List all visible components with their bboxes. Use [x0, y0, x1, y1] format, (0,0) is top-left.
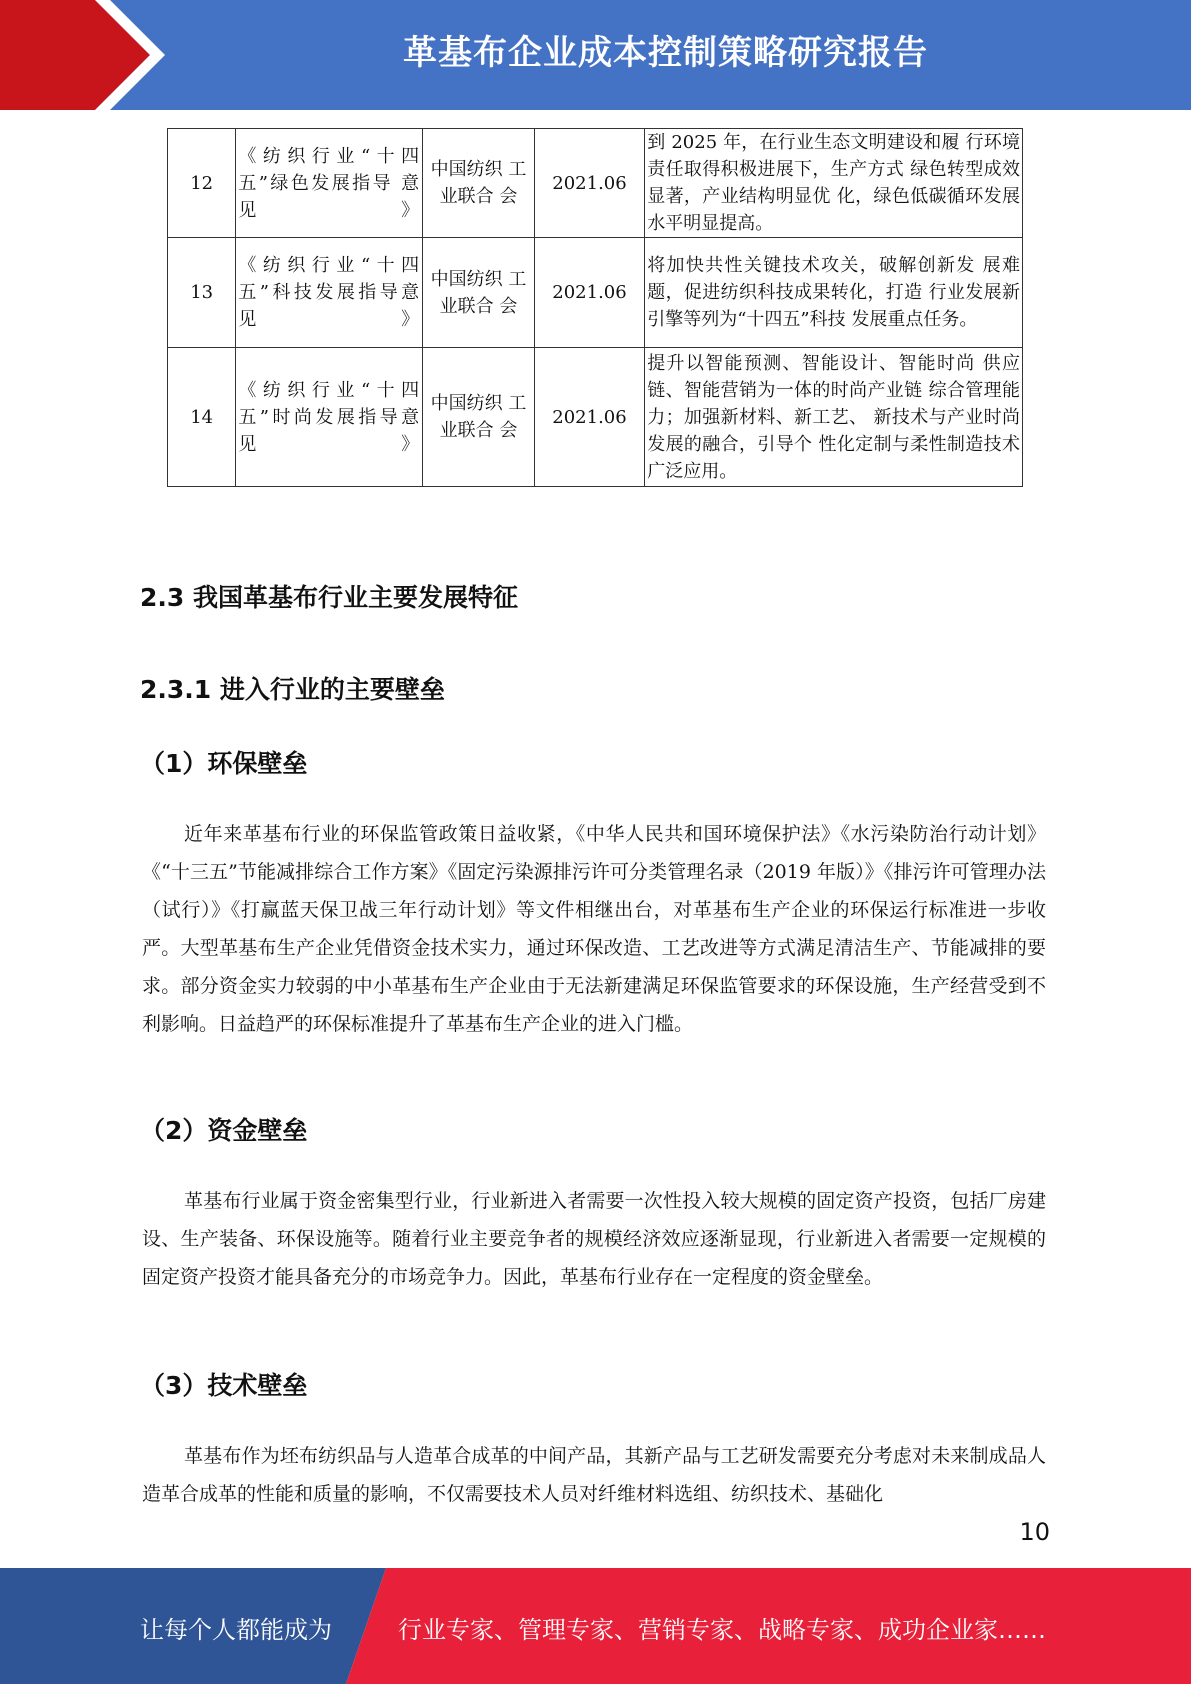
policy-issuer: 中国纺织 工业联合 会 [423, 238, 535, 348]
policy-issuer: 中国纺织 工业联合 会 [423, 348, 535, 487]
capital-barrier-heading: （2）资金壁垒 [140, 1116, 308, 1145]
env-barrier-heading: （1）环保壁垒 [140, 749, 308, 778]
section-heading: 2.3 我国革基布行业主要发展特征 [140, 583, 518, 612]
row-number: 12 [168, 129, 236, 238]
capital-barrier-text: 革基布行业属于资金密集型行业，行业新进入者需要一次性投入较大规模的固定资产投资，包括厂房建设、生产装备、环保设施等。随着行业主要竞争者的规模经济效应逐渐显现，行业新进入者需要一定规模的固定资产投资才能具备充分的市场竞争力。因此，革基布行业存在一定程度的资金壁垒。 [142, 1190, 1046, 1288]
table-row [168, 238, 1023, 348]
table-row [168, 129, 1023, 238]
policy-date: 2021.06 [534, 238, 644, 348]
policy-issuer: 中国纺织 工业联合 会 [423, 129, 535, 238]
policy-name: 《纺织行业“十四五”科技发展指导意见》 [236, 238, 423, 348]
policy-content: 提升以智能预测、智能设计、智能时尚 供应链、智能营销为一体的时尚产业链 综合管理能力；加强新材料、新工艺、 新技术与产业时尚发展的融合，引导个 性化定制与柔性制造技术广泛应用。 [645, 348, 1023, 487]
policy-table [167, 128, 1023, 487]
document-title: 革基布企业成本控制策略研究报告 [403, 33, 928, 73]
policy-name: 《纺织行业“十四五”时尚发展指导意见》 [236, 348, 423, 487]
subsection-heading: 2.3.1 进入行业的主要壁垒 [140, 675, 445, 704]
tech-barrier-text: 革基布作为坯布纺织品与人造革合成革的中间产品，其新产品与工艺研发需要充分考虑对未来制成品人造革合成革的性能和质量的影响，不仅需要技术人员对纤维材料选组、纺织技术、基础化 [142, 1445, 1046, 1505]
header-banner [0, 0, 1191, 110]
policy-name: 《纺织行业“十四五”绿色发展指导 意见》 [236, 129, 423, 238]
policy-content: 将加快共性关键技术攻关，破解创新发 展难题，促进纺织科技成果转化，打造 行业发展新引擎等列为“十四五”科技 发展重点任务。 [645, 238, 1023, 348]
policy-date: 2021.06 [534, 129, 644, 238]
row-number: 13 [168, 238, 236, 348]
table-row [168, 348, 1023, 487]
footer-slogan-right: 行业专家、管理专家、营销专家、战略专家、成功企业家…… [398, 1616, 1046, 1644]
policy-date: 2021.06 [534, 348, 644, 487]
policy-content: 到 2025 年，在行业生态文明建设和履 行环境责任取得积极进展下，生产方式 绿色转型成效显著，产业结构明显优 化，绿色低碳循环发展水平明显提高。 [645, 129, 1023, 238]
header-arrow-decoration [0, 0, 220, 110]
page-number: 10 [1019, 1518, 1050, 1546]
footer-slogan-left: 让每个人都能成为 [140, 1616, 332, 1644]
tech-barrier-heading: （3）技术壁垒 [140, 1371, 308, 1400]
env-barrier-text: 近年来革基布行业的环保监管政策日益收紧，《中华人民共和国环境保护法》《水污染防治行动计划》《“十三五”节能减排综合工作方案》《固定污染源排污许可分类管理名录（2019 年版）》《排污许可管理办法（试行）》《打赢蓝天保卫战三年行动计划》等文件相继出台，对革基布生产企业的环保运行标准进一步收严。大型革基布生产企业凭借资金技术实力，通过环保改造、工艺改进等方式满足清洁生产、节能减排的要求。部分资金实力较弱的中小革基布生产企业由于无法新建满足环保监管要求的环保设施，生产经营受到不利影响。日益趋严的环保标准提升了革基布生产企业的进入门槛。 [142, 823, 1046, 1035]
row-number: 14 [168, 348, 236, 487]
